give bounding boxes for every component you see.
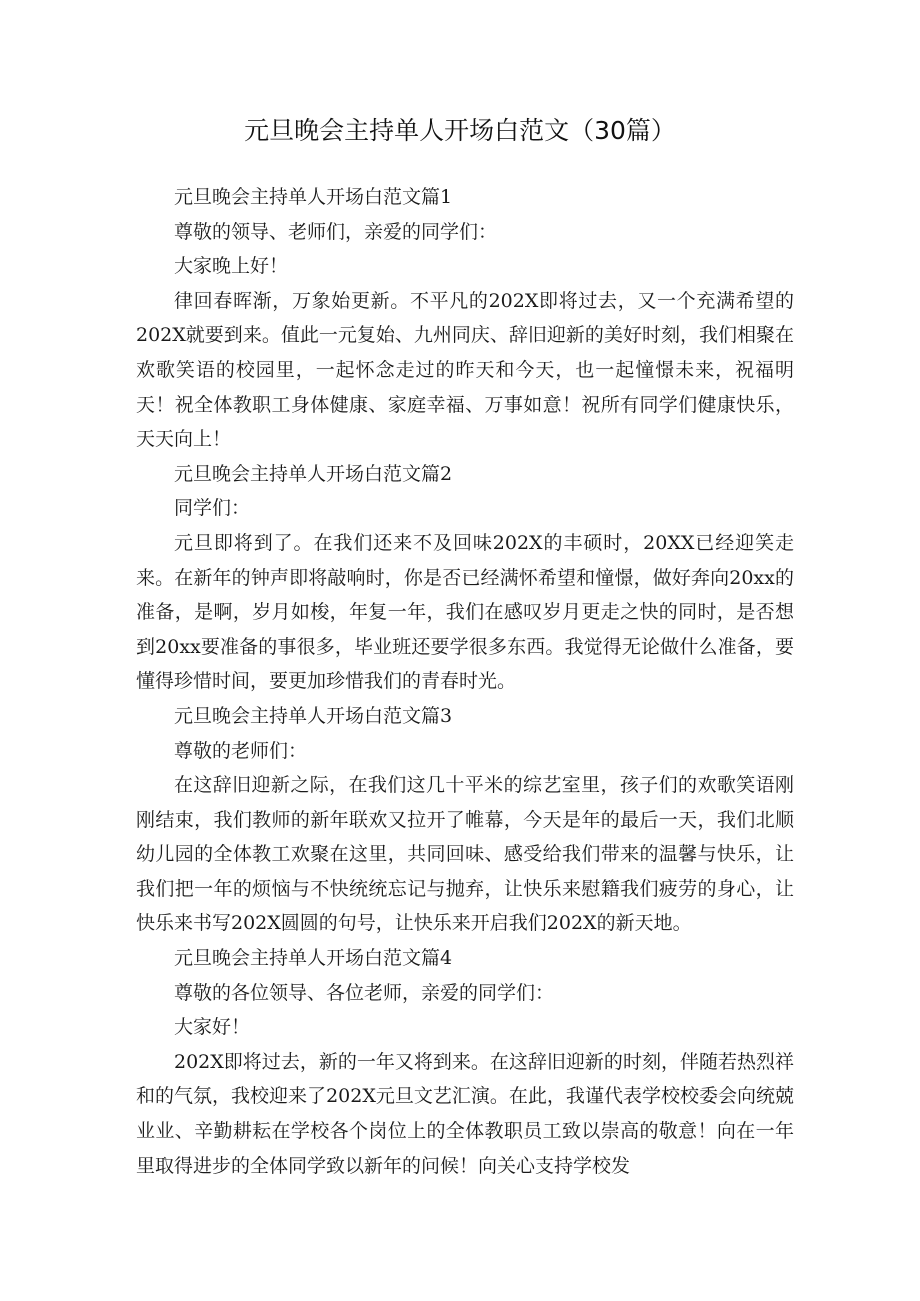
section-heading: 元旦晚会主持单人开场白范文篇1 [174, 186, 453, 208]
paragraph: 元旦即将到了。在我们还来不及回味202X的丰硕时，20XX已经迎笑走来。在新年的钟声即将敲响时，你是否已经满怀希望和憧憬，做好奔向20xx的准备，是啊，岁月如梭，年复一年，我们在感叹岁月更走之快的同时，是否想到20xx要准备的事很多，毕业班还要学很多东西。我觉得无论做什么准备，要懂得珍惜时间，要更加珍惜我们的青春时光。 [136, 531, 794, 693]
paragraph: 202X即将过去，新的一年又将到来。在这辞旧迎新的时刻，伴随若热烈祥和的气氛，我校迎来了202X元旦文艺汇演。在此，我谨代表学校校委会向统兢业业、辛勤耕耘在学校各个岗位上的全体教职员工致以崇高的敬意！向在一年里取得进步的全体同学致以新年的问候！向关心支持学校发 [136, 1050, 794, 1177]
section-2 [136, 457, 794, 699]
greeting: 大家好！ [174, 1016, 251, 1039]
section-3 [136, 699, 794, 941]
salutation: 同学们： [174, 497, 251, 520]
salutation: 尊敬的领导、老师们，亲爱的同学们： [174, 220, 498, 243]
section-heading: 元旦晚会主持单人开场白范文篇4 [174, 947, 453, 970]
document-body [136, 180, 794, 1183]
greeting: 大家晚上好！ [174, 255, 289, 278]
salutation: 尊敬的各位领导、各位老师，亲爱的同学们： [174, 981, 555, 1004]
paragraph: 在这辞旧迎新之际，在我们这几十平米的综艺室里，孩子们的欢歌笑语刚刚结束，我们教师的新年联欢又拉开了帷幕，今天是年的最后一天，我们北顺幼儿园的全体教工欢聚在这里，共同回味、感受给我们带来的温馨与快乐，让我们把一年的烦恼与不快统统忘记与抛弃，让快乐来慰籍我们疲劳的身心，让快乐来书写202X圆圆的句号，让快乐来开启我们202X的新天地。 [136, 774, 794, 935]
section-heading: 元旦晚会主持单人开场白范文篇3 [174, 704, 453, 727]
section-1 [136, 180, 794, 457]
section-heading: 元旦晚会主持单人开场白范文篇2 [174, 462, 453, 485]
salutation: 尊敬的老师们： [174, 739, 308, 762]
section-4 [136, 941, 794, 1183]
document-title: 元旦晚会主持单人开场白范文（30篇） [244, 116, 676, 145]
paragraph: 律回春晖渐，万象始更新。不平凡的202X即将过去，又一个充满希望的202X就要到来。值此一元复始、九州同庆、辞旧迎新的美好时刻，我们相聚在欢歌笑语的校园里，一起怀念走过的昨天和今天，也一起憧憬未来，祝福明天！祝全体教职工身体健康、家庭幸福、万事如意！祝所有同学们健康快乐，天天向上！ [136, 289, 794, 451]
